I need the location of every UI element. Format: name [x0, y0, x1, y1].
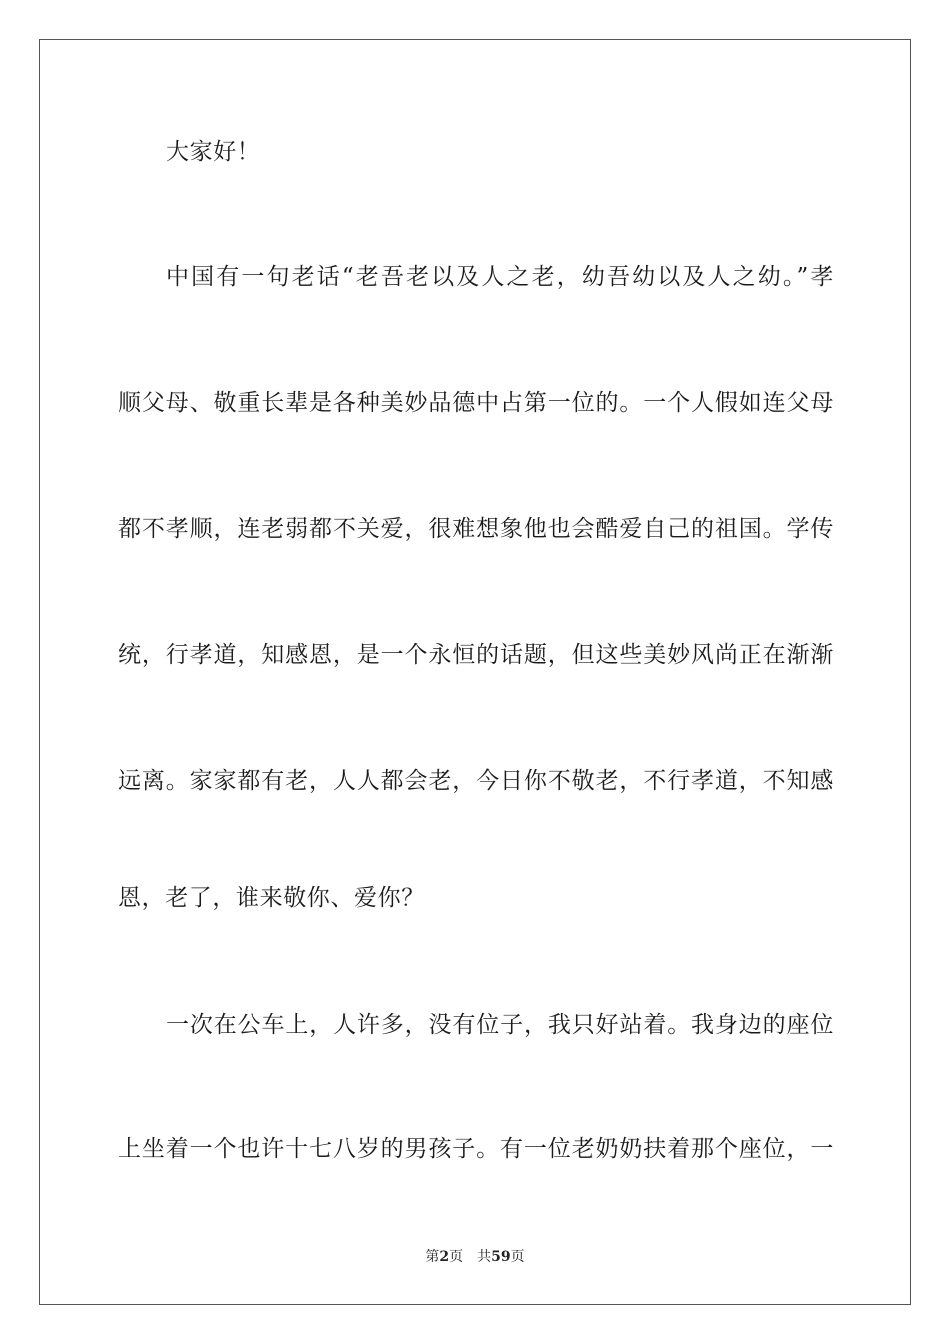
paragraph-1-line-5: 远离。家家都有老，人人都会老，今日你不敬老，不行孝道，不知感 [118, 768, 834, 794]
page-border [39, 39, 911, 1305]
current-page-number: 2 [439, 1249, 450, 1265]
paragraph-1-line-6: 恩，老了，谁来敬你、爱你？ [118, 885, 425, 911]
total-prefix: 共 [477, 1249, 492, 1265]
paragraph-1-line-2: 顺父母、敬重长辈是各种美妙品德中占第一位的。一个人假如连父母 [118, 390, 834, 416]
greeting-line: 大家好！ [166, 139, 261, 165]
paragraph-1-line-4: 统，行孝道，知感恩，是一个永恒的话题，但这些美妙风尚正在渐渐 [118, 642, 834, 668]
paragraph-2-line-1: 一次在公车上，人许多，没有位子，我只好站着。我身边的座位 [166, 1012, 834, 1038]
page-prefix: 第 [425, 1249, 440, 1265]
paragraph-2-line-2: 上坐着一个也许十七八岁的男孩子。有一位老奶奶扶着那个座位，一 [118, 1136, 834, 1162]
page-footer [0, 1248, 950, 1266]
paragraph-1-line-1: 中国有一句老话“老吾老以及人之老，幼吾幼以及人之幼。”孝 [166, 264, 834, 290]
paragraph-1-line-3: 都不孝顺，连老弱都不关爱，很难想象他也会酷爱自己的祖国。学传 [118, 516, 834, 542]
total-page-count: 59 [491, 1249, 511, 1265]
total-suffix: 页 [510, 1249, 525, 1265]
page-suffix: 页 [449, 1249, 464, 1265]
